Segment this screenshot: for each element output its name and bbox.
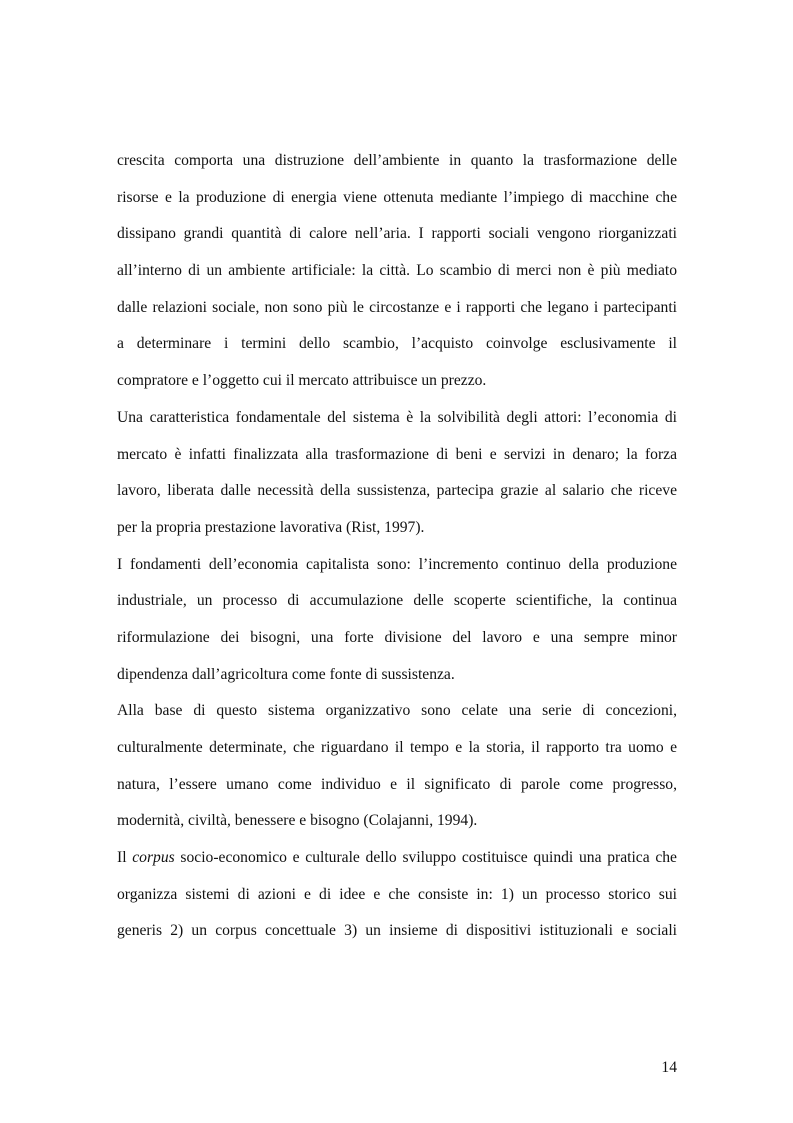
text-line-19: modernità, civiltà, benessere e bisogno (Colajanni, 1994). — [117, 812, 478, 830]
text-line-17: culturalmente determinate, che riguardano il tempo e la storia, il rapporto tra uomo e — [117, 739, 677, 756]
text-line-7: compratore e l’oggetto cui il mercato attribuisce un prezzo. — [117, 372, 487, 390]
corpus-italic-word: corpus — [132, 849, 175, 867]
text-line-10: lavoro, liberata dalle necessità della sussistenza, partecipa grazie al salario che riceve — [117, 482, 677, 500]
text-line-8: Una caratteristica fondamentale del sistema è la solvibilità degli attori: l’economia di — [117, 408, 677, 426]
text-line-22: generis 2) un corpus concettuale 3) un insieme di dispositivi istituzionali e sociali — [117, 922, 677, 940]
text-line-2: risorse e la produzione di energia viene ottenuta mediante l’impiego di macchine che — [117, 188, 677, 206]
text-line-11: per la propria prestazione lavorativa (Rist, 1997). — [117, 518, 425, 536]
text-line-18: natura, l’essere umano come individuo e il significato di parole come progresso, — [117, 775, 677, 793]
text-line-20-intro: Il — [117, 849, 127, 867]
text-line-14: riformulazione dei bisogni, una forte divisione del lavoro e una sempre minor — [117, 628, 677, 646]
text-line-12: I fondamenti dell’economia capitalista sono: l’incremento continuo della produzione — [117, 555, 677, 573]
text-line-15: dipendenza dall’agricoltura come fonte di sussistenza. — [117, 665, 455, 683]
text-line-20-rest: socio-economico e culturale dello sviluppo costituisce quindi una pratica che — [180, 849, 677, 867]
text-line-1: crescita comporta una distruzione dell’ambiente in quanto la trasformazione delle — [117, 152, 677, 169]
document-body — [117, 143, 677, 950]
text-line-20 — [117, 840, 677, 877]
text-line-16: Alla base di questo sistema organizzativo sono celate una serie di concezioni, — [117, 702, 677, 720]
text-line-21: organizza sistemi di azioni e di idee e che consiste in: 1) un processo storico sui — [117, 885, 677, 903]
text-line-5: dalle relazioni sociale, non sono più le circostanze e i rapporti che legano i partecipanti — [117, 298, 677, 316]
text-line-13: industriale, un processo di accumulazione delle scoperte scientifiche, la continua — [117, 592, 677, 610]
text-line-4: all’interno di un ambiente artificiale: la città. Lo scambio di merci non è più mediato — [117, 262, 677, 280]
text-line-9: mercato è infatti finalizzata alla trasformazione di beni e servizi in denaro; la forza — [117, 445, 677, 463]
text-line-6: a determinare i termini dello scambio, l’acquisto coinvolge esclusivamente il — [117, 335, 677, 353]
page-number: 14 — [661, 1059, 677, 1076]
text-line-3: dissipano grandi quantità di calore nell’aria. I rapporti sociali vengono riorganizzati — [117, 225, 677, 243]
